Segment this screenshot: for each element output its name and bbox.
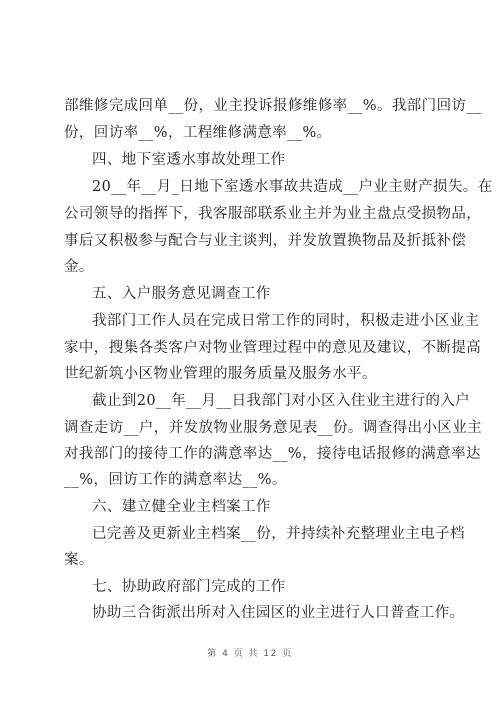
paragraph-line: 我部门工作人员在完成日常工作的同时，积极走进小区业主 <box>92 313 480 329</box>
paragraph-line: 金。 <box>64 259 94 275</box>
paragraph-line: 案。 <box>64 552 94 568</box>
paragraph-line: 家中，搜集各类客户对物业管理过程中的意见及建议，不断提高 <box>64 340 482 356</box>
paragraph-line: 已完善及更新业主档案__份，并持续补充整理业主电子档 <box>92 526 465 542</box>
section-heading: 四、地下室透水事故处理工作 <box>92 152 286 168</box>
paragraph-line: 部维修完成回单__份，业主投诉报修维修率__%。我部门回访__ <box>64 98 482 114</box>
section-heading: 七、协助政府部门完成的工作 <box>92 579 286 595</box>
paragraph-line: 世纪新筑小区物业管理的服务质量及服务水平。 <box>64 366 377 382</box>
page-footer: 第 4 页 共 12 页 <box>207 649 293 659</box>
paragraph-line: 公司领导的指挥下，我客服部联系业主并为业主盘点受损物品， <box>64 206 482 222</box>
section-heading: 五、入户服务意见调查工作 <box>92 286 271 302</box>
paragraph-line: 事后又积极参与配合与业主谈判，并发放置换物品及折抵补偿 <box>64 233 467 249</box>
paragraph-line: 20__年__月_日地下室透水事故共造成__户业主财产损失。在 <box>92 179 493 195</box>
section-heading: 六、建立健全业主档案工作 <box>92 499 271 515</box>
paragraph-line: 协助三合街派出所对入住园区的业主进行人口普查工作。 <box>92 605 465 621</box>
paragraph-line: 截止到20__年__月__日我部门对小区入住业主进行的入户 <box>92 393 471 409</box>
paragraph-line: __%，回访工作的满意率达__%。 <box>64 472 287 488</box>
paragraph-line: 份，回访率__%，工程维修满意率__%。 <box>64 125 332 141</box>
paragraph-line: 对我部门的接待工作的满意率达__%，接待电话报修的满意率达 <box>64 446 481 462</box>
paragraph-line: 调查走访__户，并发放物业服务意见表__份。调查得出小区业主 <box>64 420 482 436</box>
